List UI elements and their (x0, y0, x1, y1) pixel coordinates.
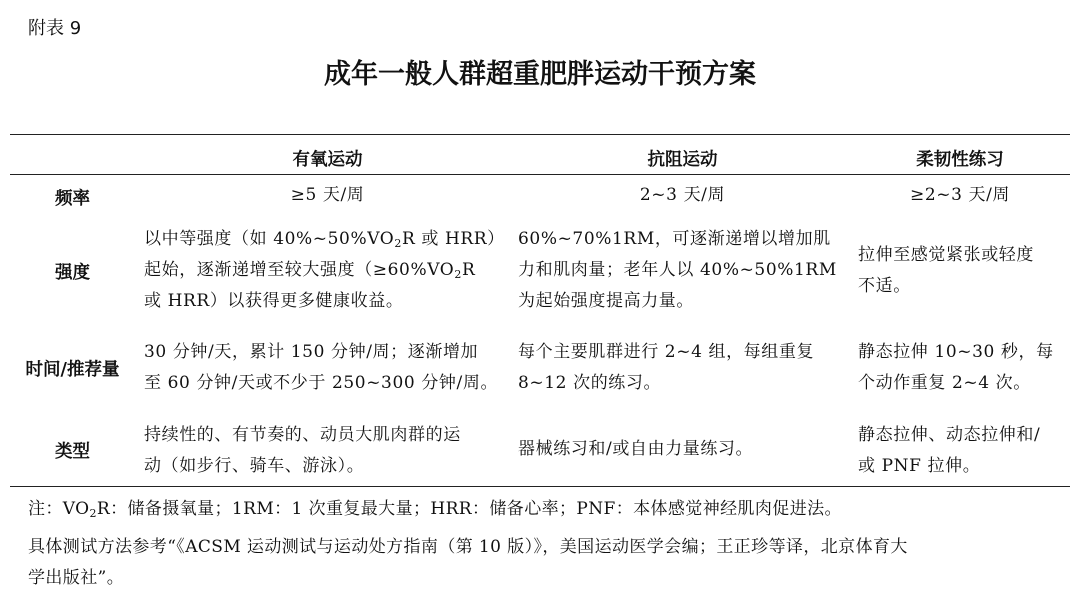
col-header-resistance: 抗阻运动 (647, 150, 718, 170)
col-header-flexibility: 柔韧性练习 (916, 150, 1004, 170)
row-label-intensity: 强度 (55, 263, 90, 283)
time-resistance: 每个主要肌群进行 2~4 组，每组重复 8~12 次的练习。 (518, 342, 815, 393)
time-flexibility: 静态拉伸 10~30 秒，每 个动作重复 2~4 次。 (858, 342, 1054, 393)
intensity-resistance: 60%~70%1RM，可逐渐递增以增加肌 力和肌肉量；老年人以 40%~50%1RM 为起始强度提高力量。 (518, 229, 837, 311)
row-label-type: 类型 (55, 442, 90, 462)
frequency-aerobic: ≥5 天/周 (290, 185, 365, 205)
table-top-rule (10, 134, 1070, 135)
type-resistance: 器械练习和/或自由力量练习。 (518, 439, 754, 459)
table-bottom-rule (10, 486, 1070, 487)
col-header-aerobic: 有氧运动 (292, 150, 363, 170)
note-abbreviations: 注：$VO_2R$：储备摄氧量；1RM：1 次重复最大量；HRR：储备心率；PNF：本体感觉神经肌肉促进法。 (28, 499, 842, 520)
intensity-flexibility: 拉伸至感觉紧张或轻度 不适。 (858, 245, 1034, 296)
header-rule (10, 174, 1070, 175)
type-flexibility: 静态拉伸、动态拉伸和/ 或 PNF 拉伸。 (858, 425, 1041, 476)
intensity-aerobic: 以中等强度（如 $40\%\sim 50\%VO_2R$ 或 HRR） 起始，逐渐递增至较大强度（$\ge 60\%VO_2R$ 或 HRR）以获得更多健康收益。 (144, 229, 505, 311)
note-reference: 具体测试方法参考“《ACSM 运动测试与运动处方指南（第 10 版）》，美国运动医学会编；王正珍等译，北京体育大 学出版社”。 (28, 537, 908, 588)
time-aerobic: 30 分钟/天，累计 150 分钟/周；逐渐增加 至 60 分钟/天或不少于 250~300 分钟/周。 (144, 342, 499, 393)
frequency-flexibility: ≥2~3 天/周 (909, 185, 1011, 205)
table-caption: 附表 9 (28, 18, 82, 39)
type-aerobic: 持续性的、有节奏的、动员大肌肉群的运 动（如步行、骑车、游泳）。 (144, 425, 461, 476)
row-label-frequency: 频率 (55, 189, 90, 209)
row-label-time: 时间/推荐量 (25, 360, 120, 380)
page-title: 成年一般人群超重肥胖运动干预方案 (324, 59, 756, 90)
frequency-resistance: 2~3 天/周 (639, 185, 726, 205)
